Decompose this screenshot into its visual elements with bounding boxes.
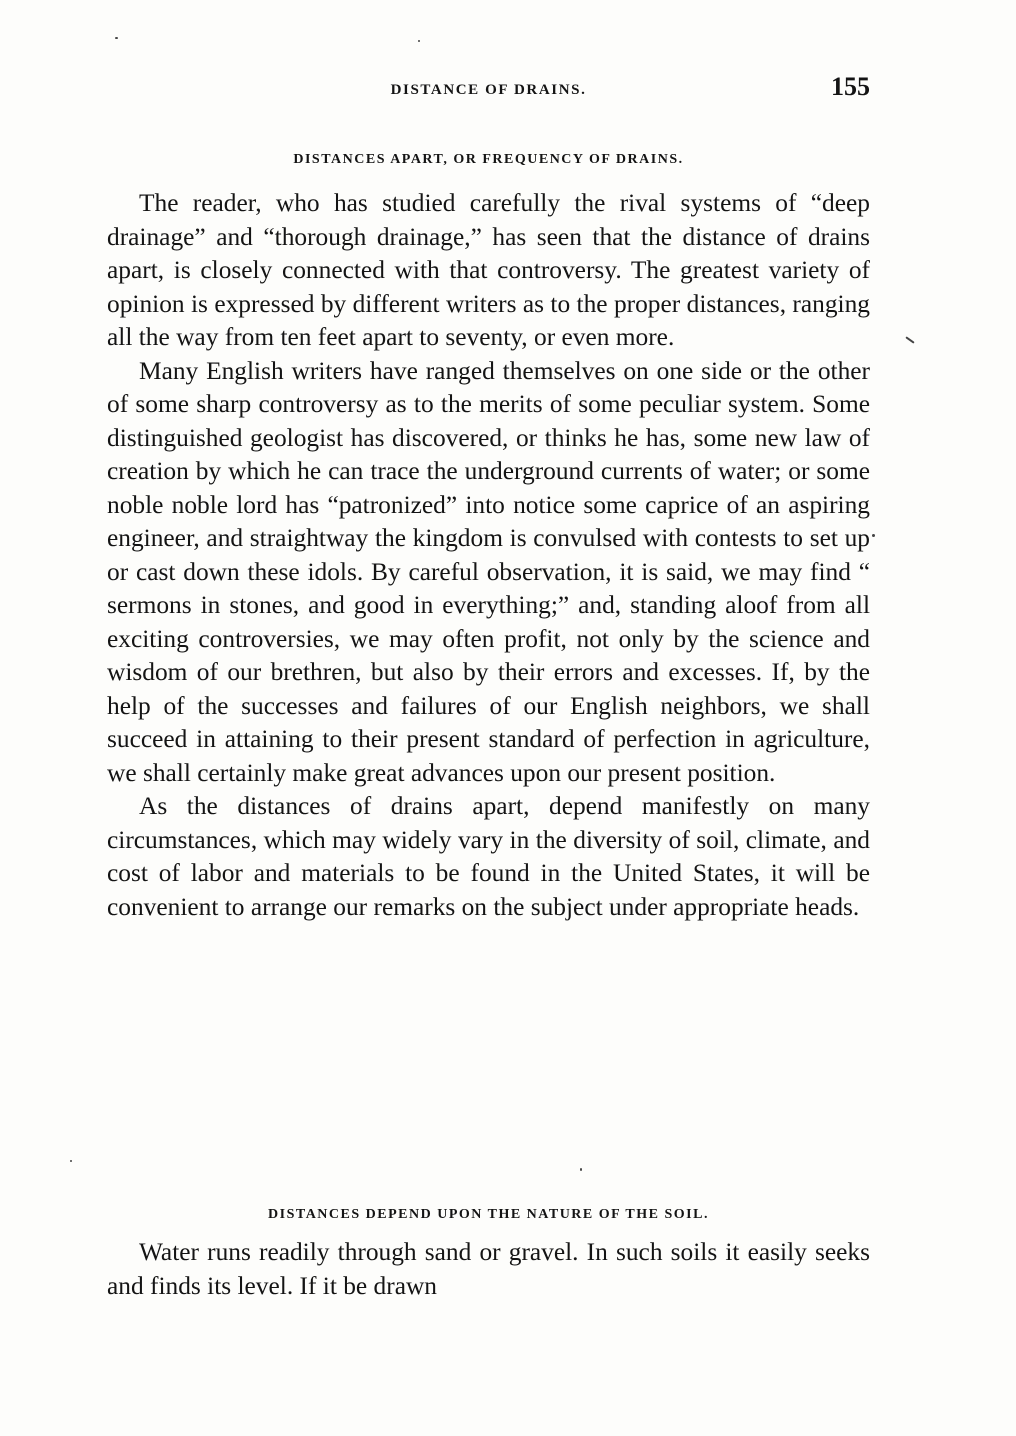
paragraph: Many English writers have ranged themselves on one side or the other of some sharp controversy as to the merits of some peculiar system. Some distinguished geologist has discovered, or thinks he has, some new law of creation by which he can trace the underground currents of water; or some noble noble lord has “patronized” into notice some caprice of an aspiring engineer, and straightway the kingdom is convulsed with contests to set up or cast down these idols. By careful observation, it is said, we may find “ sermons in stones, and good in everything;” and, standing aloof from all exciting controversies, we may often profit, not only by the science and wisdom of our brethren, but also by their errors and excesses. If, by the help of the successes and failures of our English neighbors, we shall succeed in attaining to their present standard of perfection in agriculture, we shall certainly make great advances upon our present position. <box>107 356 870 787</box>
print-speck <box>580 1168 582 1171</box>
print-speck <box>905 336 914 343</box>
running-head <box>107 72 870 112</box>
page-number: 155 <box>831 72 870 101</box>
print-speck <box>418 40 420 42</box>
print-speck <box>872 534 875 537</box>
paragraph: Water runs readily through sand or gravel. In such soils it easily seeks and finds its level. If it be drawn <box>107 1238 870 1300</box>
paragraph: As the distances of drains apart, depend manifestly on many circumstances, which may widely vary in the diversity of soil, climate, and cost of labor and materials to be found in the United States, it will be convenient to arrange our remarks on the subject under appropriate heads. <box>107 792 870 921</box>
section-body <box>107 187 870 924</box>
running-title: DISTANCE OF DRAINS. <box>390 82 587 98</box>
section-heading: DISTANCES APART, OR FREQUENCY OF DRAINS. <box>293 152 684 167</box>
print-speck <box>70 1160 72 1162</box>
section-heading: DISTANCES DEPEND UPON THE NATURE OF THE SOIL. <box>268 1207 709 1222</box>
paragraph: The reader, who has studied carefully the rival systems of “deep drainage” and “thorough drainage,” has seen that the distance of drains apart, is closely connected with that controversy. The greatest variety of opinion is expressed by different writers as to the proper distances, ranging all the way from ten feet apart to seventy, or even more. <box>107 189 870 351</box>
print-speck <box>115 37 118 39</box>
section-body <box>107 1236 870 1303</box>
